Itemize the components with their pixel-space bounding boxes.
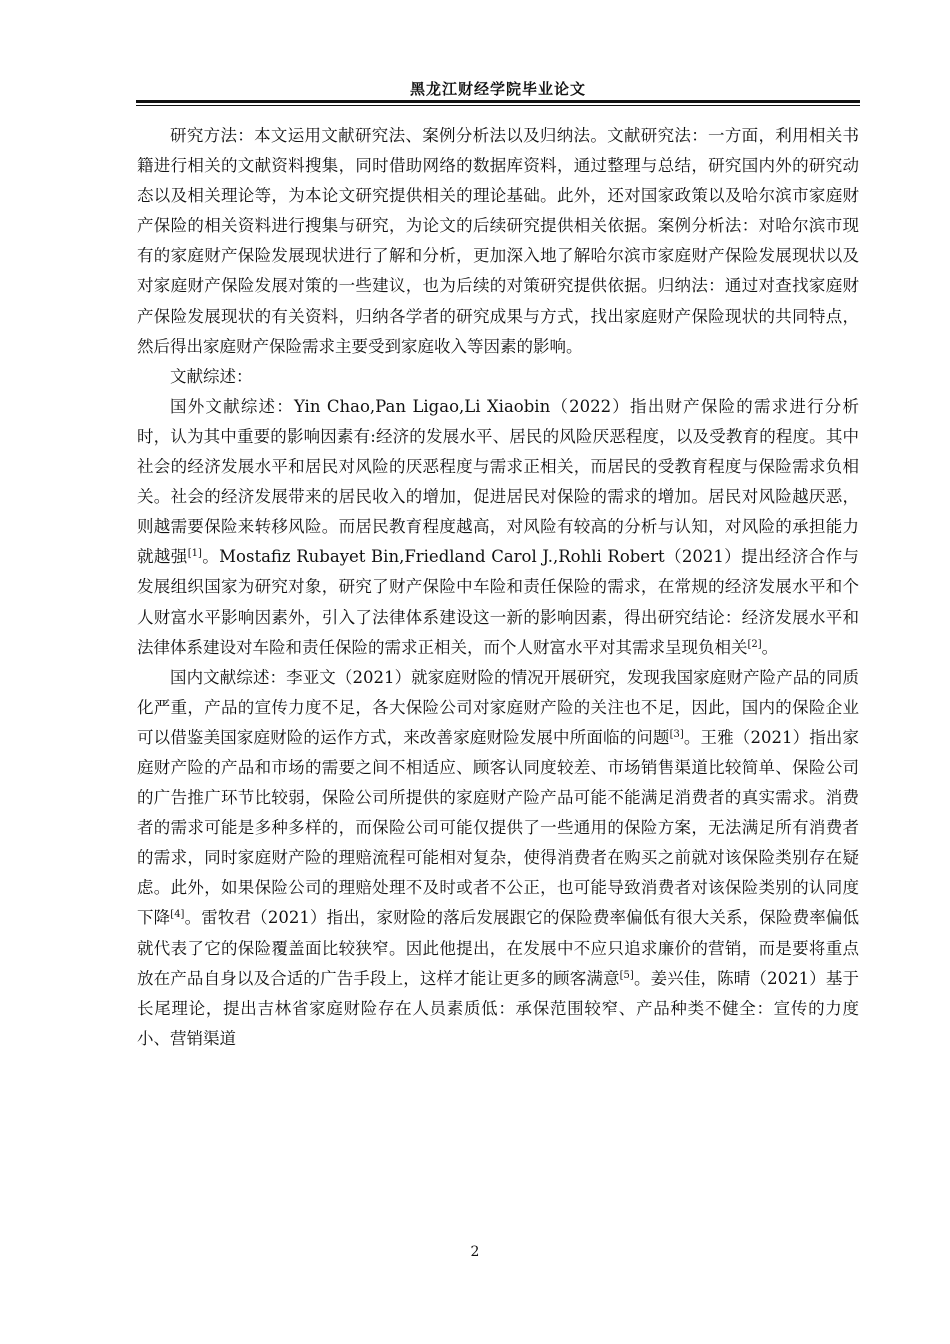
text-segment: 。王雅（2021）指出家庭财产险的产品和市场的需要之间不相适应、顾客认同度较差、市场销售渠道比较简单、保险公司的广告推广环节比较弱，保险公司所提供的家庭财产险产品可能不能满足消费者的真实需求。消费者的需求可能是多种多样的，而保险公司可能仅提供了一些通用的保险方案，无法满足所有消费者的需求，同时家庭财产险的理赔流程可能相对复杂，使得消费者在购买之前就对该保险类别存在疑虑。此外，如果保险公司的理赔处理不及时或者不公正，也可能导致消费者对该保险类别的认同度下降 (137, 727, 860, 928)
citation-1: [1] (187, 548, 202, 560)
text-segment: 。姜兴佳，陈晴（2021）基于长尾理论，提出吉林省家庭财险存在人员素质低：承保范围较窄、产品种类不健全：宣传的力度小、营销渠道 (137, 968, 859, 1048)
citation-2: [2] (747, 638, 762, 650)
header-rule-thick (136, 100, 860, 103)
citation-5: [5] (619, 969, 634, 981)
page-number: 2 (470, 1244, 480, 1260)
citation-3: [3] (669, 728, 684, 740)
paragraph-research-methods: 研究方法：本文运用文献研究法、案例分析法以及归纳法。文献研究法：一方面，利用相关书籍进行相关的文献资料搜集，同时借助网络的数据库资料，通过整理与总结，研究国内外的研究动态以及相关理论等，为本论文研究提供相关的理论基础。此外，还对国家政策以及哈尔滨市家庭财产保险的相关资料进行搜集与研究，为论文的后续研究提供相关依据。案例分析法：对哈尔滨市现有的家庭财产保险发展现状进行了解和分析，更加深入地了解哈尔滨市家庭财产保险发展现状以及对家庭财产保险发展对策的一些建议，也为后续的对策研究提供依据。归纳法：通过对查找家庭财产保险发展现状的有关资料，归纳各学者的研究成果与方式，找出家庭财产保险现状的共同特点，然后得出家庭财产保险需求主要受到家庭收入等因素的影响。 (137, 126, 859, 356)
citation-4: [4] (170, 909, 185, 921)
text-segment: 。Mostafiz Rubayet Bin,Friedland Carol J.,Rohli Robert（2021）提出经济合作与发展组织国家为研究对象，研究了财产保险中车险和责任保险的需求，在常规的经济发展水平和个人财富水平影响因素外，引入了法律体系建设这一新的影响因素，得出研究结论：经济发展水平和法律体系建设对车险和责任保险的需求正相关，而个人财富水平对其需求呈现负相关 (137, 547, 859, 657)
text-segment: 。雷牧君（2021）指出，家财险的落后发展跟它的保险费率偏低有很大关系，保险费率偏低就代表了它的保险覆盖面比较狭窄。因此他提出，在发展中不应只追求廉价的营销，而是要将重点放在产品自身以及合适的广告手段上，这样才能让更多的顾客满意 (137, 908, 860, 988)
header-rule-thin (136, 105, 860, 106)
header-title: 黑龙江财经学院毕业论文 (409, 80, 586, 98)
text-segment: 国外文献综述：Yin Chao,Pan Ligao,Li Xiaobin（2022）指出财产保险的需求进行分析时，认为其中重要的影响因素有:经济的发展水平、居民的风险厌恶程度，以及受教育的程度。其中社会的经济发展水平和居民对风险的厌恶程度与需求正相关，而居民的受教育程度与保险需求负相关。社会的经济发展带来的居民收入的增加，促进居民对保险的需求的增加。居民对风险越厌恶，则越需要保险来转移风险。而居民教育程度越高，对风险有较高的分析与认知，对风险的承担能力就越强 (137, 396, 859, 567)
paragraph-foreign-literature (137, 392, 859, 663)
text-segment: 国内文献综述：李亚文（2021）就家庭财险的情况开展研究，发现我国家庭财产险产品的同质化严重，产品的宣传力度不足，各大保险公司对家庭财产险的关注也不足，因此，国内的保险企业可以借鉴美国家庭财险的运作方式，来改善家庭财险发展中所面临的问题 (137, 667, 859, 747)
paragraph-domestic-literature (137, 663, 859, 1054)
paragraph-literature-review-heading: 文献综述： (170, 366, 253, 386)
body-text (137, 121, 859, 1054)
text-segment: 。 (761, 637, 779, 657)
